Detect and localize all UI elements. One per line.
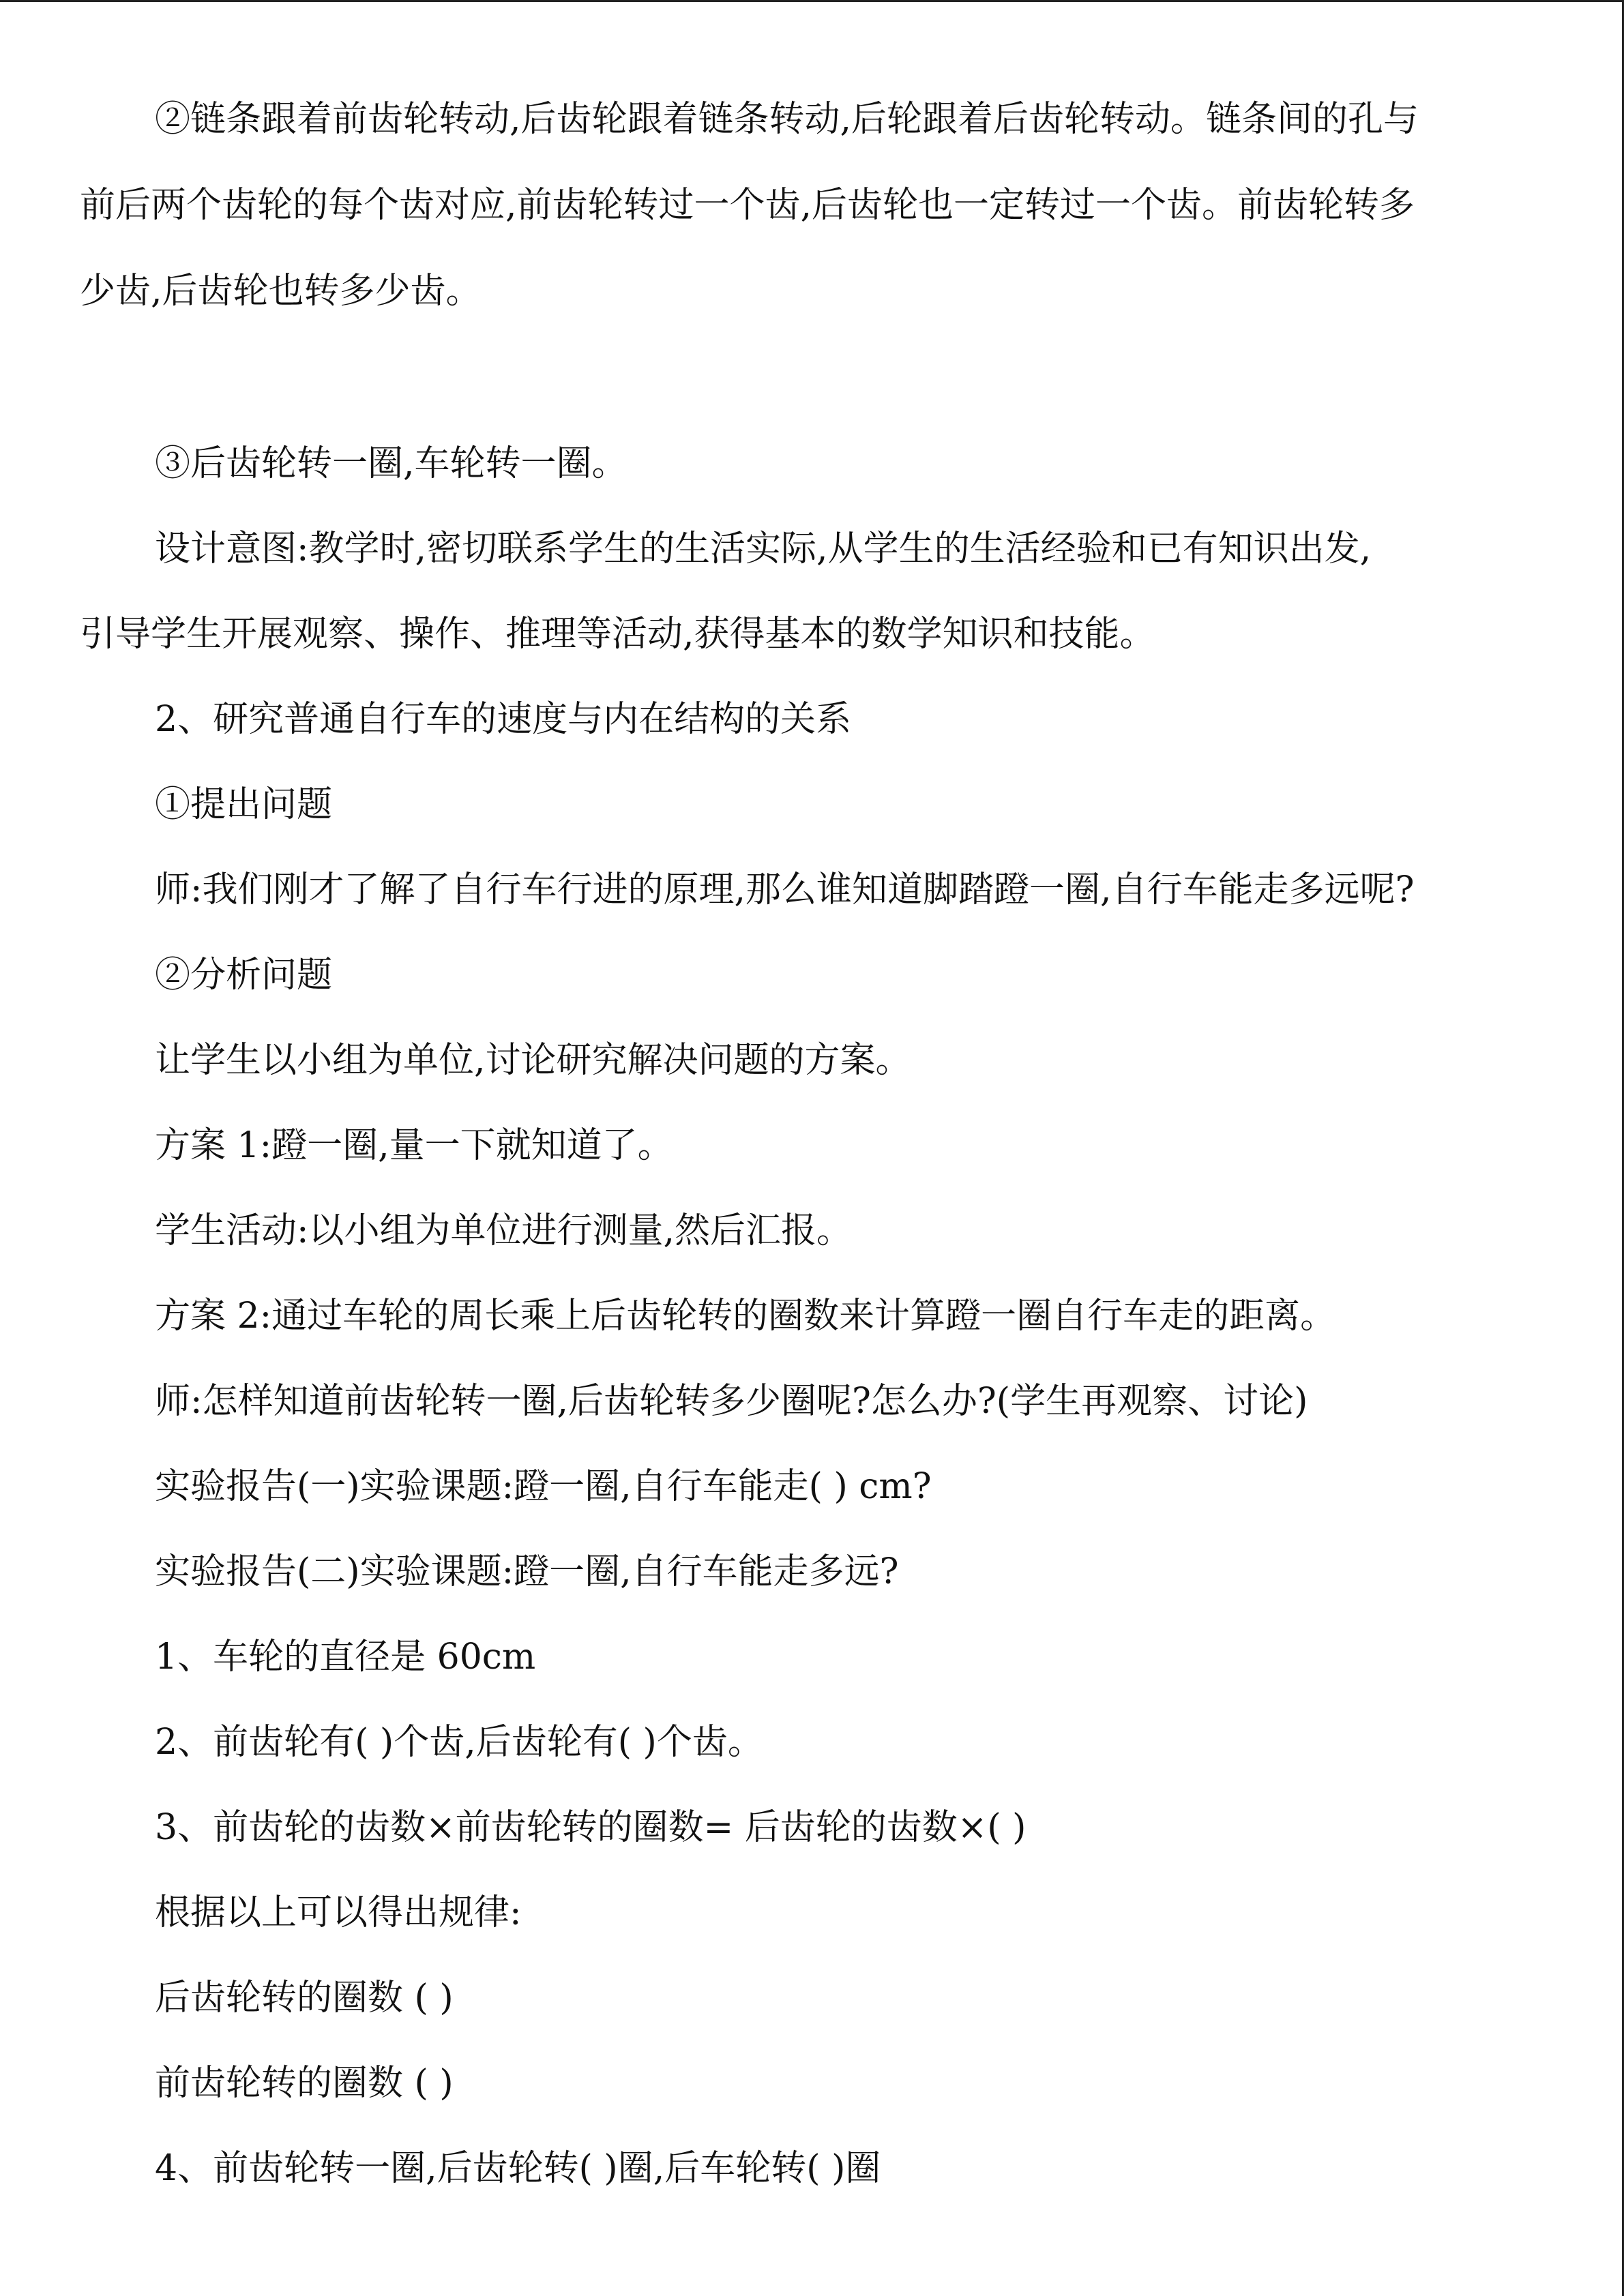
- paragraph-line: 让学生以小组为单位,讨论研究解决问题的方案。: [155, 1040, 911, 1081]
- paragraph-line: 师:我们刚才了解了自行车行进的原理,那么谁知道脚踏蹬一圈,自行车能走多远呢?: [155, 869, 1415, 910]
- paragraph-line: 后齿轮转的圈数 ( ): [155, 1978, 454, 2018]
- paragraph-line: 实验报告(二)实验课题:蹬一圈,自行车能走多远?: [155, 1551, 899, 1592]
- paragraph-line: 前后两个齿轮的每个齿对应,前齿轮转过一个齿,后齿轮也一定转过一个齿。前齿轮转多: [80, 185, 1415, 226]
- paragraph-line: 少齿,后齿轮也转多少齿。: [80, 271, 482, 312]
- paragraph-line: 实验报告(一)实验课题:蹬一圈,自行车能走( ) cm?: [155, 1466, 932, 1507]
- paragraph-line: 师:怎样知道前齿轮转一圈,后齿轮转多少圈呢?怎么办?(学生再观察、讨论): [155, 1381, 1308, 1422]
- paragraph-line: ③后齿轮转一圈,车轮转一圈。: [155, 443, 628, 484]
- subsection-heading: ②分析问题: [155, 955, 333, 996]
- paragraph-line: 学生活动:以小组为单位进行测量,然后汇报。: [155, 1210, 853, 1251]
- paragraph-line: 设计意图:教学时,密切联系学生的生活实际,从学生的生活经验和已有知识出发,: [155, 528, 1372, 569]
- paragraph-line: 1、车轮的直径是 60cm: [155, 1637, 536, 1678]
- paragraph-line: 2、前齿轮有( )个齿,后齿轮有( )个齿。: [155, 1722, 763, 1763]
- paragraph-line: 根据以上可以得出规律:: [155, 1892, 522, 1933]
- paragraph-line: 3、前齿轮的齿数×前齿轮转的圈数= 后齿轮的齿数×( ): [155, 1807, 1027, 1848]
- paragraph-line: 方案 2:通过车轮的周长乘上后齿轮转的圈数来计算蹬一圈自行车走的距离。: [155, 1296, 1336, 1337]
- paragraph-line: 前齿轮转的圈数 ( ): [155, 2063, 454, 2104]
- paragraph-line: ②链条跟着前齿轮转动,后齿轮跟着链条转动,后轮跟着后齿轮转动。链条间的孔与: [155, 99, 1419, 140]
- paragraph-line: 4、前齿轮转一圈,后齿轮转( )圈,后车轮转( )圈: [155, 2148, 881, 2189]
- section-heading: 2、研究普通自行车的速度与内在结构的关系: [155, 699, 852, 740]
- paragraph-line: 引导学生开展观察、操作、推理等活动,获得基本的数学知识和技能。: [80, 614, 1155, 655]
- paragraph-line: 方案 1:蹬一圈,量一下就知道了。: [155, 1125, 673, 1166]
- subsection-heading: ①提出问题: [155, 784, 333, 825]
